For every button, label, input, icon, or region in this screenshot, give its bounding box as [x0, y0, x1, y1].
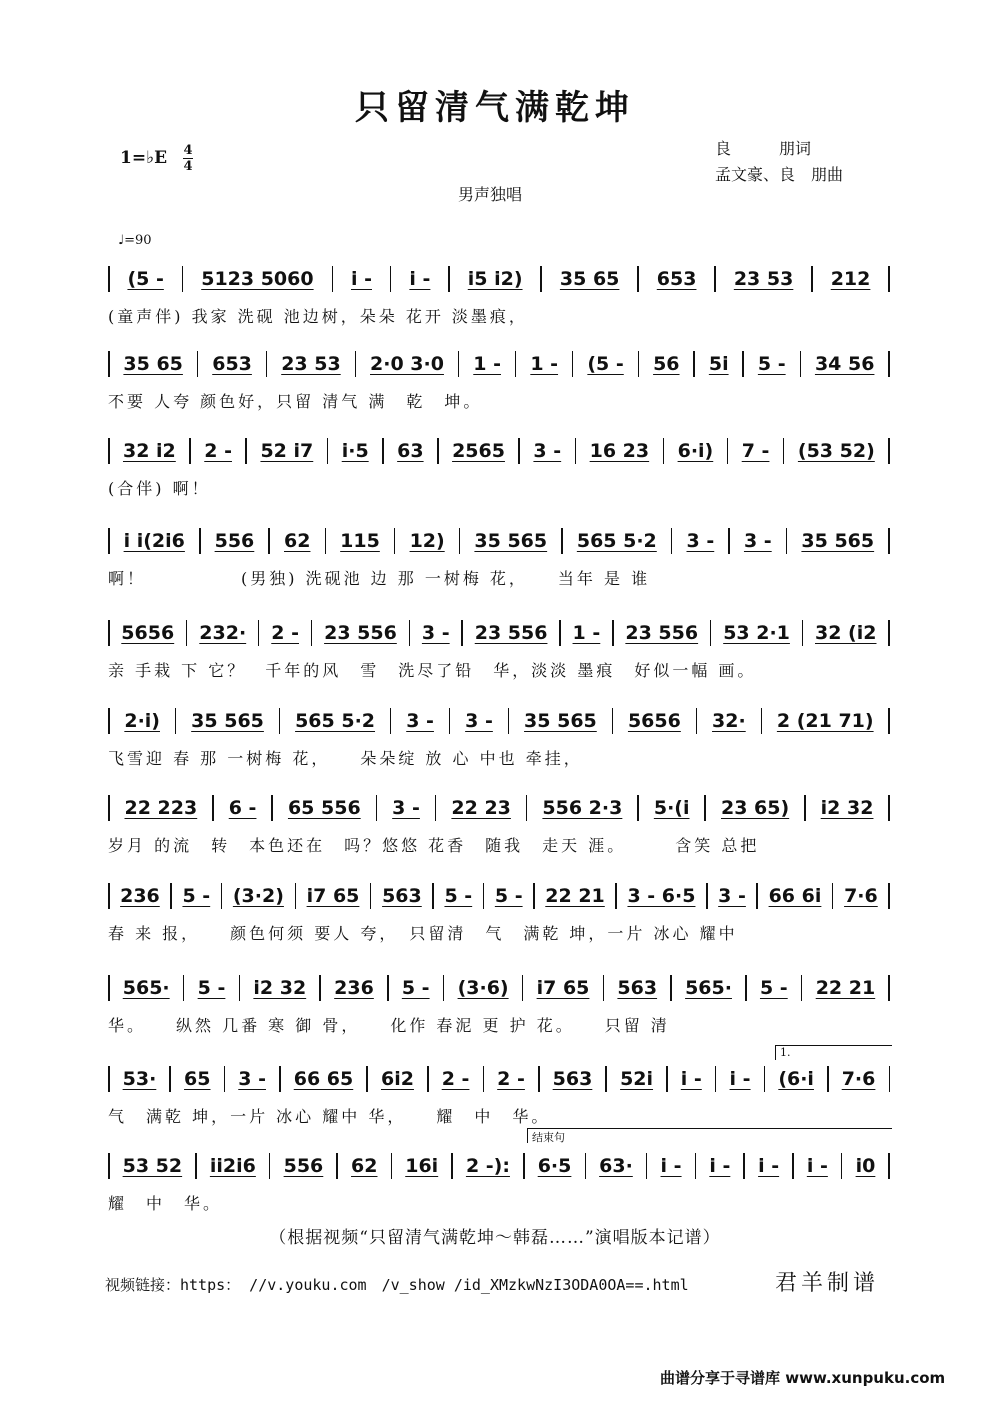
measure: 23 556	[324, 622, 397, 644]
measure: 63·	[599, 1155, 633, 1177]
measure: 2 -	[497, 1068, 525, 1090]
barline	[186, 620, 188, 646]
barline	[435, 795, 437, 821]
barline	[366, 1066, 368, 1092]
barline	[637, 266, 639, 292]
barline	[197, 351, 199, 377]
volta-bracket	[775, 1045, 892, 1060]
barline	[245, 438, 247, 464]
barline	[175, 708, 177, 734]
measure: i -	[729, 1068, 751, 1090]
measure: i2 32	[253, 977, 307, 999]
barline	[745, 975, 747, 1001]
measure: 653	[656, 268, 697, 290]
barline	[666, 1066, 668, 1092]
barline	[756, 883, 758, 909]
measure: 236	[334, 977, 374, 999]
barline	[279, 1066, 281, 1092]
barline	[888, 620, 890, 646]
barline	[458, 351, 460, 377]
measure: 6·i)	[677, 440, 714, 462]
measure: 22 23	[451, 797, 511, 819]
barline	[108, 1153, 110, 1179]
measure: 1 -	[473, 353, 501, 375]
measure: 3 -	[533, 440, 562, 462]
barline	[108, 438, 110, 464]
barline	[108, 351, 110, 377]
barline	[671, 528, 673, 554]
lyrics-line: 耀 中 华。	[108, 1194, 223, 1213]
measure: 7 -	[741, 440, 770, 462]
barline	[526, 795, 528, 821]
barline	[387, 975, 389, 1001]
tempo-marking: ♩=90	[118, 233, 152, 248]
measure: 7·6	[841, 1068, 876, 1090]
measure: 2565	[452, 440, 505, 462]
lyrics-line: 岁月 的流 转 本色还在 吗？悠悠 花香 随我 走天 涯。 含笑 总把	[108, 836, 760, 855]
source-note: （根据视频“只留清气满乾坤～韩磊……”演唱版本记谱）	[269, 1228, 721, 1248]
lyrics-line: 不要 人夸 颜色好，只留 清气 满 乾 坤。	[108, 392, 483, 411]
measure: (5 -	[587, 353, 624, 375]
barline	[448, 266, 450, 292]
staff-row	[108, 1155, 890, 1178]
measure: 565·	[122, 977, 170, 999]
measure: 565 5·2	[295, 710, 376, 732]
lyrics-line: 春 来 报， 颜色何须 要人 夸， 只留清 气 满乾 坤，一片 冰心 耀中	[108, 924, 738, 943]
barline	[612, 620, 614, 646]
lyrics-line: 气 满乾 坤，一片 冰心 耀中 华， 耀 中 华。	[108, 1107, 551, 1126]
barline	[786, 528, 788, 554]
barline	[108, 883, 110, 909]
barline	[195, 1153, 197, 1179]
barline	[889, 1066, 891, 1092]
measure: 3 -	[392, 797, 420, 819]
measure: 2 -	[271, 622, 299, 644]
staff-row	[108, 440, 890, 463]
measure: i0	[855, 1155, 876, 1177]
measure: 62	[351, 1155, 378, 1177]
staff-row	[108, 622, 890, 645]
barline	[538, 1066, 540, 1092]
measure: 236	[120, 885, 160, 907]
barline	[390, 708, 392, 734]
barline	[311, 620, 313, 646]
barline	[319, 975, 321, 1001]
measure: 565 5·2	[576, 530, 657, 552]
measure: 5·(i	[653, 797, 690, 819]
barline	[615, 883, 617, 909]
measure: 62	[284, 530, 311, 552]
measure: 35 65	[123, 353, 183, 375]
measure: 2 -):	[465, 1155, 510, 1177]
measure: 23 556	[474, 622, 548, 644]
barline	[764, 1066, 766, 1092]
barline	[714, 266, 716, 292]
barline	[888, 266, 890, 292]
measure: 556	[214, 530, 255, 552]
measure: 565·	[685, 977, 732, 999]
measure: 23 53	[733, 268, 794, 290]
measure: 32 i2	[122, 440, 176, 462]
barline	[409, 620, 411, 646]
measure: 3 -	[465, 710, 493, 732]
measure: 5 -	[182, 885, 211, 907]
time-signature-bottom: 4	[183, 159, 193, 174]
barline	[224, 1066, 226, 1092]
measure: i -	[350, 268, 372, 290]
barline	[585, 1153, 587, 1179]
barline	[108, 795, 110, 821]
measure: 2·i)	[124, 710, 160, 732]
transcriber-signature: 君羊制谱	[775, 1271, 880, 1296]
barline	[108, 975, 110, 1001]
measure: (5 -	[127, 268, 164, 290]
barline	[695, 1153, 697, 1179]
barline	[696, 708, 698, 734]
barline	[605, 1066, 607, 1092]
barline	[355, 351, 357, 377]
barline	[266, 351, 268, 377]
measure: 5 -	[444, 885, 473, 907]
measure: 66 65	[293, 1068, 354, 1090]
measure: 12)	[409, 530, 445, 552]
measure: 3 - 6·5	[627, 885, 696, 907]
measure: 53 52	[122, 1155, 183, 1177]
barline	[727, 438, 729, 464]
barline	[258, 620, 260, 646]
barline	[221, 883, 223, 909]
composer-credit: 孟文豪、良 朋曲	[715, 165, 844, 184]
measure: 3 -	[743, 530, 772, 552]
measure: 232·	[199, 622, 247, 644]
barline	[888, 528, 890, 554]
barline	[670, 975, 672, 1001]
barline	[437, 438, 439, 464]
measure: 5 -	[401, 977, 430, 999]
staff-row	[108, 885, 890, 908]
measure: 653	[212, 353, 252, 375]
measure: 5 -	[197, 977, 226, 999]
measure: 6i2	[380, 1068, 414, 1090]
barline	[332, 266, 334, 292]
barline	[693, 351, 695, 377]
measure: 32·	[712, 710, 746, 732]
barline	[646, 1153, 648, 1179]
coda-label: 结束句	[532, 1131, 565, 1144]
measure: i -	[806, 1155, 828, 1177]
barline	[612, 708, 614, 734]
barline	[533, 883, 535, 909]
staff-row	[108, 268, 890, 291]
barline	[108, 1066, 110, 1092]
measure: (53 52)	[797, 440, 875, 462]
barline	[572, 351, 574, 377]
key-signature: 1=♭E	[120, 148, 168, 168]
measure: 35 565	[524, 710, 597, 732]
barline	[279, 708, 281, 734]
barline	[370, 883, 372, 909]
measure: 3 -	[406, 710, 434, 732]
staff-row	[108, 977, 890, 1000]
measure: 556 2·3	[542, 797, 623, 819]
barline	[728, 528, 730, 554]
barline	[832, 883, 834, 909]
barline	[169, 1066, 171, 1092]
time-signature	[183, 144, 193, 173]
measure: (3·6)	[457, 977, 509, 999]
lyrics-line: 飞雪迎 春 那 一树梅 花， 朵朵绽 放 心 中也 牵挂，	[108, 749, 583, 768]
measure: i7 65	[536, 977, 590, 999]
barline	[603, 975, 605, 1001]
barline	[108, 528, 110, 554]
measure: i5 i2)	[467, 268, 523, 290]
barline	[239, 975, 241, 1001]
staff-row	[108, 1068, 890, 1091]
measure: 22 223	[124, 797, 198, 819]
barline	[715, 1066, 717, 1092]
barline	[212, 795, 214, 821]
barline	[575, 438, 577, 464]
measure: 1 -	[530, 353, 559, 375]
video-link[interactable]: 视频链接：https： //v.youku.com /v_show /id_XMzkwNzI3ODA0OA==.html	[105, 1276, 689, 1294]
barline	[391, 1153, 393, 1179]
staff-row	[108, 353, 890, 376]
measure: 35 565	[474, 530, 548, 552]
measure: 34 56	[814, 353, 875, 375]
measure: 2 -	[441, 1068, 470, 1090]
staff-row	[108, 797, 890, 820]
measure: 6·5	[537, 1155, 572, 1177]
barline	[638, 351, 640, 377]
lyricist-credit: 良 朋词	[715, 139, 812, 158]
barline	[427, 1066, 429, 1092]
barline	[432, 883, 434, 909]
measure: 2 (21 71)	[776, 710, 874, 732]
barline	[271, 795, 273, 821]
barline	[888, 1153, 890, 1179]
measure: 5i	[708, 353, 729, 375]
site-footer: 曲谱分享于寻谱库 www.xunpuku.com	[660, 1369, 946, 1387]
barline	[108, 266, 110, 292]
measure: ii2i6	[209, 1155, 256, 1177]
lyrics-line: 亲 手栽 下 它？ 千年的风 雪 洗尽了铅 华，淡淡 墨痕 好似一幅 画。	[108, 661, 757, 680]
measure: 3 -	[421, 622, 450, 644]
barline	[170, 883, 172, 909]
measure: 5123 5060	[201, 268, 314, 290]
barline	[459, 528, 461, 554]
measure: 53·	[122, 1068, 157, 1090]
measure: 563	[617, 977, 658, 999]
measure: 2·0 3·0	[370, 353, 444, 375]
barline	[888, 975, 890, 1001]
measure: 3 -	[686, 530, 715, 552]
measure: 6 -	[228, 797, 257, 819]
measure: 3 -	[238, 1068, 266, 1090]
barline	[663, 438, 665, 464]
barline	[461, 620, 463, 646]
measure: 23 556	[625, 622, 699, 644]
staff-row	[108, 530, 890, 553]
barline	[540, 266, 542, 292]
barline	[390, 266, 392, 292]
barline	[743, 1153, 745, 1179]
barline	[841, 1153, 843, 1179]
barline	[376, 795, 378, 821]
measure: 63	[397, 440, 424, 462]
barline	[811, 266, 813, 292]
barline	[508, 708, 510, 734]
barline	[704, 795, 706, 821]
barline	[449, 708, 451, 734]
measure: 35 565	[191, 710, 264, 732]
barline	[183, 975, 185, 1001]
barline	[802, 620, 804, 646]
barline	[483, 1066, 485, 1092]
measure: 563	[552, 1068, 593, 1090]
measure: 65	[184, 1068, 211, 1090]
barline	[888, 438, 890, 464]
lyrics-line: 啊！ (男独) 洗砚池 边 那 一树梅 花， 当年 是 谁	[108, 569, 651, 588]
barline	[443, 975, 445, 1001]
measure: i -	[709, 1155, 731, 1177]
measure: 1 -	[572, 622, 601, 644]
volta-label: 1.	[780, 1046, 791, 1059]
barline	[268, 528, 270, 554]
barline	[269, 1153, 271, 1179]
measure: 35 565	[801, 530, 875, 552]
barline	[742, 351, 744, 377]
barline	[327, 438, 329, 464]
measure: 22 21	[815, 977, 876, 999]
measure: 56	[653, 353, 680, 375]
measure: 35 65	[559, 268, 620, 290]
lyrics-line: (童声伴) 我家 洗砚 池边树，朵朵 花开 淡墨痕，	[108, 307, 528, 326]
barline	[523, 1153, 525, 1179]
measure: 563	[382, 885, 422, 907]
measure: 3 -	[718, 885, 746, 907]
barline	[710, 620, 712, 646]
barline	[804, 795, 806, 821]
barline	[189, 438, 191, 464]
lyrics-line: (合伴) 啊！	[108, 479, 211, 498]
measure: 556	[283, 1155, 324, 1177]
measure: 5656	[627, 710, 681, 732]
measure: i2 32	[820, 797, 874, 819]
barline	[518, 438, 520, 464]
barline	[394, 528, 396, 554]
measure: 212	[830, 268, 871, 290]
coda-bracket	[527, 1128, 892, 1143]
barline	[827, 1066, 829, 1092]
measure: 52 i7	[260, 440, 314, 462]
measure: 65 556	[287, 797, 361, 819]
measure: 52i	[620, 1068, 654, 1090]
barline	[761, 708, 763, 734]
measure: 5 -	[759, 977, 788, 999]
barline	[559, 620, 561, 646]
barline	[199, 528, 201, 554]
measure: (3·2)	[232, 885, 284, 907]
barline	[706, 883, 708, 909]
barline	[792, 1153, 794, 1179]
measure: i·5	[341, 440, 369, 462]
barline	[637, 795, 639, 821]
barline	[888, 883, 890, 909]
barline	[888, 351, 890, 377]
measure: 115	[340, 530, 380, 552]
time-signature-top: 4	[183, 143, 193, 158]
barline	[483, 883, 485, 909]
measure: 5 -	[494, 885, 523, 907]
barline	[108, 708, 110, 734]
measure: 16i	[405, 1155, 439, 1177]
voice-type: 男声独唱	[458, 185, 523, 204]
page-title: 只留清气满乾坤	[355, 88, 635, 128]
measure: i i(2i6	[123, 530, 185, 552]
barline	[295, 883, 297, 909]
barline	[801, 975, 803, 1001]
measure: 32 (i2	[815, 622, 877, 644]
measure: 23 65)	[720, 797, 790, 819]
barline	[182, 266, 184, 292]
measure: 23 53	[281, 353, 341, 375]
measure: 22 21	[545, 885, 605, 907]
measure: i -	[758, 1155, 780, 1177]
barline	[888, 708, 890, 734]
measure: 5656	[121, 622, 175, 644]
lyrics-line: 华。 纵然 几番 寒 御 骨， 化作 春泥 更 护 花。 只留 清	[108, 1016, 670, 1035]
measure: 66 6i	[768, 885, 822, 907]
measure: 7·6	[844, 885, 878, 907]
measure: 16 23	[589, 440, 650, 462]
barline	[108, 620, 110, 646]
barline	[336, 1153, 338, 1179]
measure: (6·i	[778, 1068, 814, 1090]
measure: 2 -	[204, 440, 232, 462]
measure: i -	[409, 268, 431, 290]
measure: i -	[660, 1155, 682, 1177]
barline	[382, 438, 384, 464]
measure: 5 -	[757, 353, 786, 375]
barline	[522, 975, 524, 1001]
staff-row	[108, 710, 890, 733]
measure: i -	[680, 1068, 702, 1090]
measure: i7 65	[306, 885, 360, 907]
barline	[515, 351, 517, 377]
barline	[451, 1153, 453, 1179]
barline	[888, 795, 890, 821]
barline	[800, 351, 802, 377]
measure: 53 2·1	[723, 622, 790, 644]
barline	[325, 528, 327, 554]
barline	[783, 438, 785, 464]
barline	[561, 528, 563, 554]
